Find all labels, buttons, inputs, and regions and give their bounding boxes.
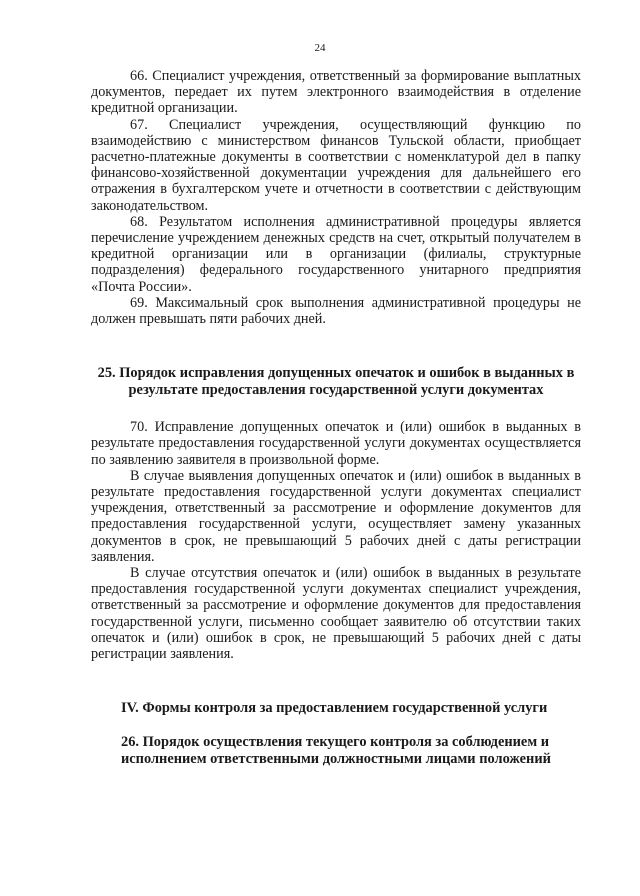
paragraph-69: 69. Максимальный срок выполнения административной процедуры не должен превышать пяти рабочих дней. [91, 294, 581, 328]
paragraph-no-errors: В случае отсутствия опечаток и (или) ошибок в выданных в результате предоставления государственной услуги документах специалист учреждения, ответственный за рассмотрение и оформление документов для предоставления государственной услуги, письменно сообщает заявителю об отсутствии таких опечаток и (или) ошибок в срок, не превышающий 5 рабочих дней с даты регистрации заявления. [91, 565, 581, 663]
paragraph-68: 68. Результатом исполнения административной процедуры является перечисление учреждением денежных средств на счет, открытый получателем в кредитной организации или в организации (филиалы, структурные подразделения) федерального государственного унитарного предприятия «Почта России». [91, 213, 581, 295]
paragraph-67: 67. Специалист учреждения, осуществляющий функцию по взаимодействию с министерством финансов Тульской области, приобщает расчетно-платежные документы в соответствии с номенклатурой дел в папку финансово-хозяйственной документации учреждения для дальнейшего его отражения в бухгалтерском учете и отчетности в соответствии с действующим законодательством. [91, 116, 581, 214]
document-body [91, 68, 581, 768]
paragraph-70: 70. Исправление допущенных опечаток и (или) ошибок в выданных в результате предоставления государственной услуги документах осуществляется по заявлению заявителя в произвольной форме. [91, 419, 581, 468]
page-number: 24 [314, 42, 326, 54]
paragraph-errors-found: В случае выявления допущенных опечаток и (или) ошибок в выданных в результате предоставления государственной услуги документах специалист учреждения, ответственный за рассмотрение и оформление документов для предоставления государственной услуги, осуществляет замену указанных документов в срок, не превышающий 5 рабочих дней с даты регистрации заявления. [91, 467, 581, 565]
paragraph-66: 66. Специалист учреждения, ответственный за формирование выплатных документов, передает их путем электронного взаимодействия в отделение кредитной организации. [91, 68, 581, 117]
section-iv-heading: IV. Формы контроля за предоставлением государственной услуги [121, 700, 548, 717]
section-25-heading: 25. Порядок исправления допущенных опечаток и ошибок в выданных в результате предоставления государственной услуги документах [97, 365, 575, 399]
section-26-heading: 26. Порядок осуществления текущего контроля за соблюдением и исполнением ответственными должностными лицами положений [121, 734, 551, 768]
